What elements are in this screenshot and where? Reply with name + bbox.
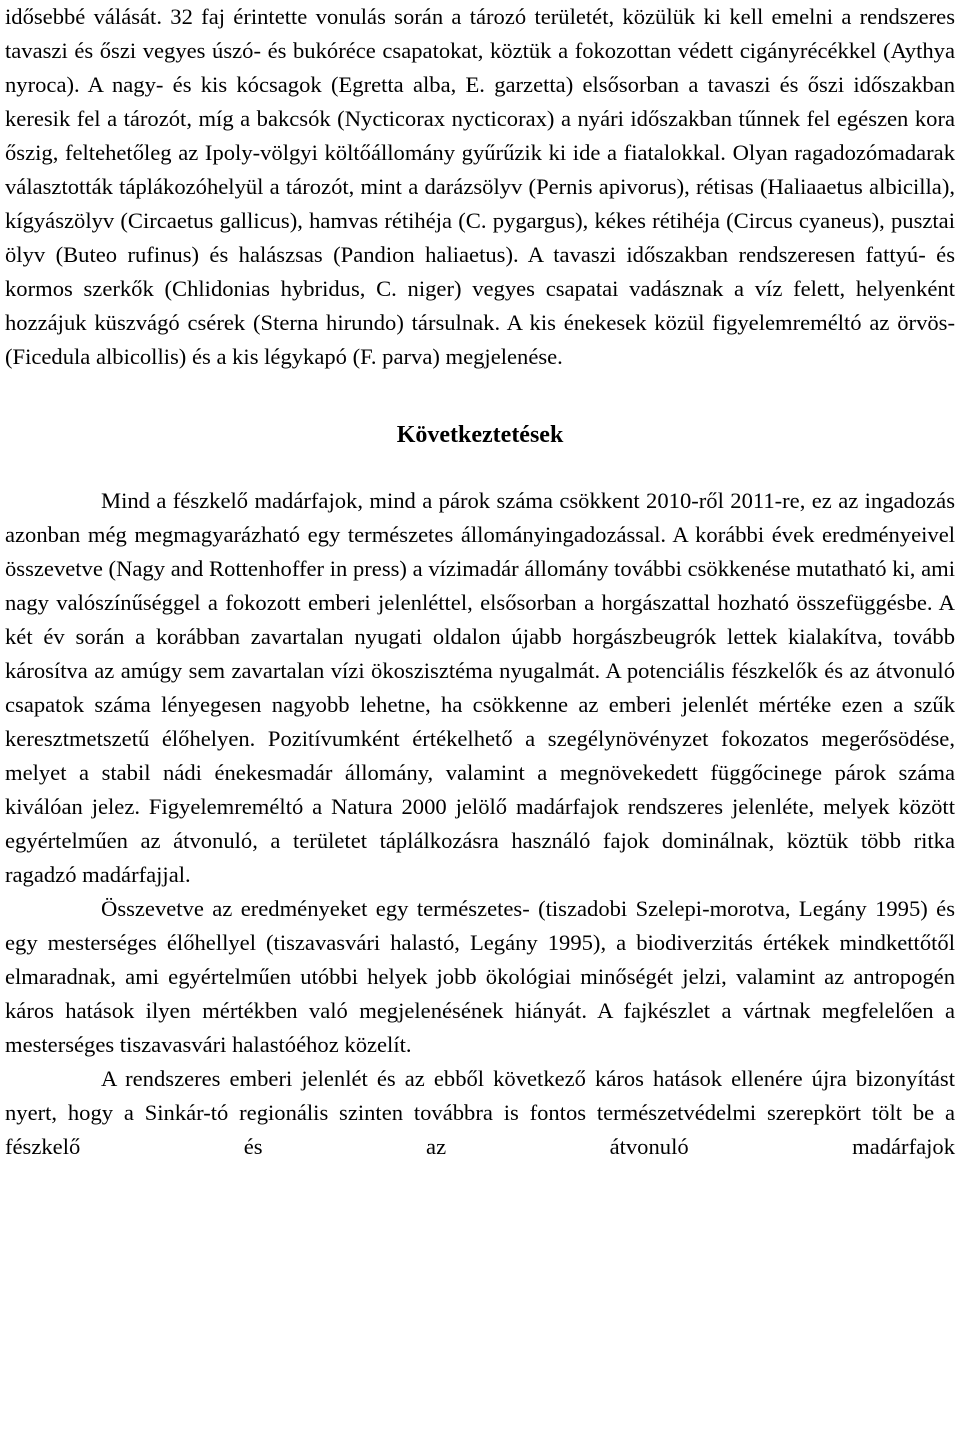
body-paragraph-migration: idősebbé válását. 32 faj érintette vonulás során a tározó területét, közülük ki kell emelni a rendszeres tavaszi és őszi vegyes úszó- és bukóréce csapatokat, köztük a fokozottan védett cigányrécékkel (Aythya nyroca). A nagy- és kis kócsagok (Egretta alba, E. garzetta) elsősorban a tavaszi és őszi időszakban keresik fel a tározót, míg a bakcsók (Nycticorax nycticorax) a nyári időszakban tűnnek fel egészen kora őszig, feltehetőleg az Ipoly-völgyi költőállomány gyűrűzik ki ide a fiatalokkal. Olyan ragadozómadarak választották táplákozóhelyül a tározót, mint a darázsölyv (Pernis apivorus), rétisas (Haliaaetus albicilla), kígyászölyv (Circaetus gallicus), hamvas rétihéja (C. pygargus), kékes rétihéja (Circus cyaneus), pusztai ölyv (Buteo rufinus) és halászsas (Pandion haliaetus). A tavaszi időszakban rendszeresen fattyú- és kormos szerkők (Chlidonias hybridus, C. niger) vegyes csapatai vadásznak a víz felett, helyenként hozzájuk küszvágó csérek (Sterna hirundo) társulnak. A kis énekesek közül figyelemreméltó az örvös- (Ficedula albicollis) és a kis légykapó (F. parva) megjelenése.	[5, 4, 955, 370]
document-page	[5, 0, 955, 1164]
section-heading-conclusions: Következtetések	[396, 421, 564, 448]
body-paragraph-conclusions-3: A rendszeres emberi jelenlét és az ebből következő káros hatások ellenére újra bizonyítást nyert, hogy a Sinkár-tó regionális szinten továbbra is fontos természetvédelmi szerepkört tölt be a fészkelő és az átvonuló madárfajok	[5, 1066, 955, 1160]
body-paragraph-conclusions-2: Összevetve az eredményeket egy természetes- (tiszadobi Szelepi-morotva, Legány 1995) és egy mesterséges élőhellyel (tiszavasvári halastó, Legány 1995), a biodiverzitás értékek mindkettőtől elmaradnak, ami egyértelműen utóbbi helyek jobb ökológiai minőségét jelzi, valamint az antropogén káros hatások ilyen mértékben való megjelenésének hiányát. A fajkészlet a vártnak megfelelően a mesterséges tiszavasvári halastóéhoz közelít.	[5, 896, 955, 1058]
body-paragraph-conclusions-1: Mind a fészkelő madárfajok, mind a párok száma csökkent 2010-ről 2011-re, ez az ingadozás azonban még megmagyarázható egy természetes állományingadozással. A korábbi évek eredményeivel összevetve (Nagy and Rottenhoffer in press) a vízimadár állomány további csökkenése mutatható ki, ami nagy valószínűséggel a fokozott emberi jelenléttel, elsősorban a horgászattal hozható összefüggésbe. A két év során a korábban zavartalan nyugati oldalon újabb horgászbeugrók lettek kialakítva, tovább károsítva az amúgy sem zavartalan vízi ökoszisztéma nyugalmát. A potenciális fészkelők és az átvonuló csapatok száma lényegesen nagyobb lehetne, ha csökkenne az emberi jelenlét mértéke ezen a szűk keresztmetszetű élőhelyen. Pozitívumként értékelhető a szegélynövényzet fokozatos megerősödése, melyet a stabil nádi énekesmadár állomány, valamint a megnövekedett függőcinege párok száma kiválóan jelez. Figyelemreméltó a Natura 2000 jelölő madárfajok rendszeres jelenléte, melyek között egyértelműen az átvonuló, a területet táplálkozásra használó fajok dominálnak, köztük több ritka ragadzó madárfajjal.	[5, 487, 955, 888]
